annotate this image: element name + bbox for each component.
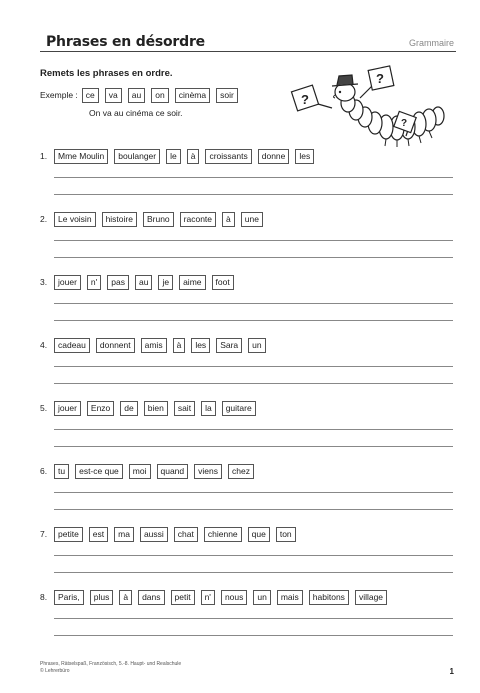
exercise-number: 1. [40,151,48,161]
word-tile: la [201,401,216,416]
exercise-row [40,148,456,164]
exercise-number: 3. [40,277,48,287]
answer-line[interactable] [54,320,453,321]
word-tile: donne [258,149,290,164]
example-row [40,87,238,103]
word-tile: habitons [309,590,349,605]
word-tile: dans [138,590,164,605]
word-tile: ce [82,88,99,103]
page-footer [40,661,181,675]
word-tile: aime [179,275,205,290]
answer-line[interactable] [54,303,453,304]
word-tile: Paris, [54,590,84,605]
exercise-item [40,148,456,208]
word-tile: on [151,88,168,103]
word-tiles [54,275,234,290]
word-tile: soir [216,88,238,103]
word-tile: à [187,149,200,164]
word-tile: le [166,149,181,164]
answer-line[interactable] [54,383,453,384]
exercise-item [40,400,456,460]
exercise-row [40,211,456,227]
exercise-number: 2. [40,214,48,224]
word-tile: chez [228,464,254,479]
question-sign-top [360,66,394,98]
word-tile: chat [174,527,198,542]
exercise-item [40,463,456,523]
word-tile: un [248,338,265,353]
answer-line[interactable] [54,429,453,430]
word-tile: jouer [54,275,81,290]
word-tiles [54,338,266,353]
footer-source: Phrases, Rätselspaß, Französisch, 5.-8. Haupt- und Realschule [40,661,182,667]
word-tile: foot [212,275,234,290]
example-answer: On va au cinéma ce soir. [89,108,183,118]
word-tile: sait [174,401,195,416]
word-tile: boulanger [114,149,160,164]
word-tile: petite [54,527,83,542]
answer-line[interactable] [54,618,453,619]
answer-line[interactable] [54,635,453,636]
word-tile: jouer [54,401,81,416]
word-tile: histoire [102,212,137,227]
word-tile: que [248,527,270,542]
word-tile: ma [114,527,134,542]
word-tile: nous [221,590,247,605]
word-tiles [54,401,256,416]
word-tile: donnent [96,338,135,353]
word-tile: est-ce que [75,464,123,479]
word-tile: croissants [205,149,251,164]
word-tile: amis [141,338,167,353]
eye-icon [339,91,341,93]
answer-line[interactable] [54,555,453,556]
answer-line[interactable] [54,446,453,447]
exercise-item [40,337,456,397]
exercise-number: 5. [40,403,48,413]
exercise-row [40,463,456,479]
answer-line[interactable] [54,492,453,493]
word-tile: va [105,88,122,103]
word-tile: à [222,212,235,227]
subject-label: Grammaire [408,38,454,48]
word-tiles [54,464,254,479]
word-tile: petit [171,590,195,605]
word-tile: une [241,212,263,227]
word-tile: n' [201,590,215,605]
question-sign-left [291,85,332,111]
answer-line[interactable] [54,257,453,258]
example-label: Exemple : [40,90,78,100]
answer-line[interactable] [54,194,453,195]
example-word-tiles [82,88,238,103]
caterpillar-illustration [288,64,448,154]
word-tile: Bruno [143,212,174,227]
word-tile: n' [87,275,101,290]
svg-text:?: ? [301,92,309,107]
instruction-text: Remets les phrases en ordre. [40,68,173,79]
word-tiles [54,527,296,542]
word-tile: de [120,401,137,416]
word-tile: est [89,527,108,542]
word-tile: Sara [216,338,242,353]
header-rule [40,51,456,52]
word-tile: les [191,338,210,353]
nose-icon [334,95,336,98]
exercise-row [40,526,456,542]
answer-line[interactable] [54,240,453,241]
word-tile: mais [277,590,303,605]
word-tile: tu [54,464,69,479]
word-tile: plus [90,590,114,605]
exercise-row [40,589,456,605]
exercise-item [40,589,456,649]
exercise-item [40,274,456,334]
word-tile: Le voisin [54,212,96,227]
word-tile: Mme Moulin [54,149,108,164]
word-tile: village [355,590,387,605]
word-tiles [54,149,314,164]
word-tile: pas [107,275,129,290]
exercise-number: 6. [40,466,48,476]
exercise-number: 7. [40,529,48,539]
svg-text:?: ? [401,118,408,129]
word-tile: bien [144,401,168,416]
hat-icon [332,75,358,86]
word-tile: viens [194,464,222,479]
page-header [40,34,456,54]
word-tile: au [128,88,145,103]
word-tile: chienne [204,527,242,542]
word-tile: un [253,590,270,605]
exercise-number: 4. [40,340,48,350]
word-tile: au [135,275,152,290]
word-tile: les [295,149,314,164]
answer-line[interactable] [54,572,453,573]
exercise-item [40,211,456,271]
word-tiles [54,590,387,605]
page-number: 1 [449,667,454,676]
word-tile: Enzo [87,401,114,416]
word-tile: cinèma [175,88,210,103]
exercise-row [40,274,456,290]
word-tile: aussi [140,527,168,542]
word-tile: moi [129,464,151,479]
word-tile: je [158,275,173,290]
exercise-row [40,337,456,353]
word-tile: ton [276,527,296,542]
answer-line[interactable] [54,366,453,367]
word-tile: à [119,590,132,605]
exercise-row [40,400,456,416]
page-title: Phrases en désordre [46,34,205,50]
word-tile: à [173,338,186,353]
exercise-number: 8. [40,592,48,602]
word-tiles [54,212,263,227]
answer-line[interactable] [54,177,453,178]
word-tile: quand [157,464,189,479]
footer-copyright: © Lehrerbüro [40,668,70,674]
svg-text:?: ? [376,71,384,86]
word-tile: cadeau [54,338,90,353]
word-tile: guitare [222,401,256,416]
word-tile: raconte [180,212,216,227]
exercise-item [40,526,456,586]
answer-line[interactable] [54,509,453,510]
